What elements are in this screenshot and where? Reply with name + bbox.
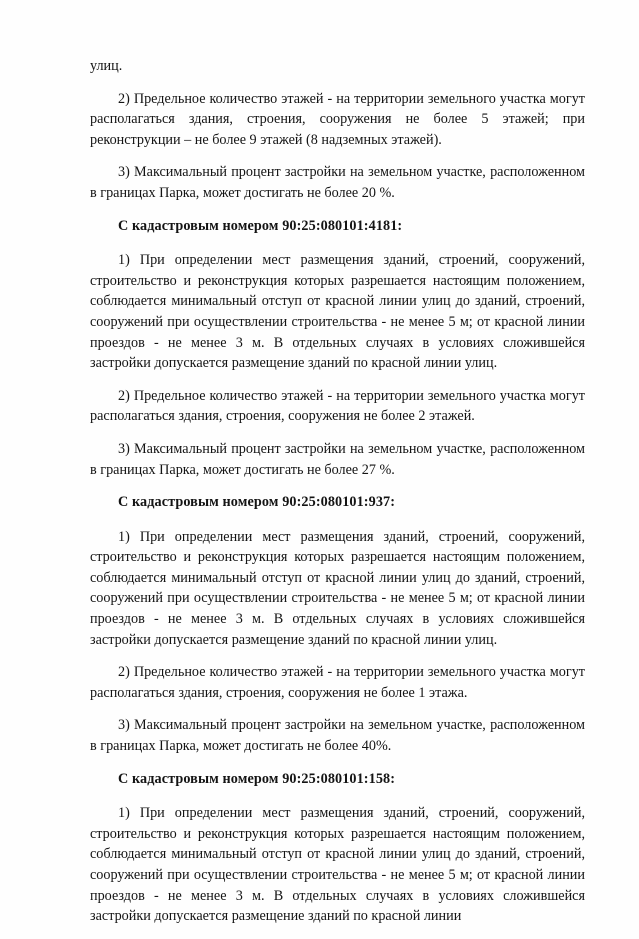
- paragraph-coverage: 3) Максимальный процент застройки на земельном участке, расположенном в границах Парка, может достигать не более 20 %.: [90, 164, 585, 201]
- section-4181: [90, 216, 585, 481]
- paragraph-floors: 2) Предельное количество этажей - на территории земельного участка могут располагаться здания, строения, сооружения не более 5 этажей; при реконструкции – не более 9 этажей (8 надземных этажей).: [90, 90, 585, 148]
- paragraph-coverage: 3) Максимальный процент застройки на земельном участке, расположенном в границах Парка, может достигать не более 40%.: [90, 717, 585, 755]
- paragraph-setback: 1) При определении мест размещения зданий, строений, сооружений, строительство и реконструкция которых разрешается настоящим положением, соблюдается минимальный отступ от красной линии улиц до зданий, строений, сооружений при осуществлении строительства - не менее 5 м; от красной линии проездов - не менее 3 м. В отдельных случаях в условиях сложившейся застройки допускается размещение зданий по красной линии улиц.: [90, 252, 585, 372]
- paragraph-continuation: улиц.: [90, 58, 123, 74]
- section-heading: С кадастровым номером 90:25:080101:4181:: [118, 217, 403, 234]
- section-937: [90, 492, 585, 757]
- paragraph-coverage: 3) Максимальный процент застройки на земельном участке, расположенном в границах Парка, может достигать не более 27 %.: [90, 440, 585, 478]
- section-heading: С кадастровым номером 90:25:080101:937:: [118, 494, 396, 511]
- section-heading: С кадастровым номером 90:25:080101:158:: [118, 770, 396, 787]
- paragraph-setback: 1) При определении мест размещения зданий, строений, сооружений, строительство и реконструкция которых разрешается настоящим положением, соблюдается минимальный отступ от красной линии улиц до зданий, строений, сооружений при осуществлении строительства - не менее 5 м; от красной линии проездов - не менее 3 м. В отдельных случаях в условиях сложившейся застройки допускается размещение зданий по красной линии улиц.: [90, 528, 585, 648]
- paragraph-floors: 2) Предельное количество этажей - на территории земельного участка могут располагаться здания, строения, сооружения не более 1 этажа.: [90, 664, 585, 701]
- paragraph-floors: 2) Предельное количество этажей - на территории земельного участка могут располагаться здания, строения, сооружения не более 2 этажей.: [90, 387, 585, 425]
- document-body: [90, 56, 585, 939]
- paragraph-setback: 1) При определении мест размещения зданий, строений, сооружений, строительство и реконструкция которых разрешается настоящим положением, соблюдается минимальный отступ от красной линии улиц до зданий, строений, сооружений при осуществлении строительства - не менее 5 м; от красной линии проездов - не менее 3 м. В отдельных случаях в условиях сложившейся застройки допускается размещение зданий по красной линии: [90, 805, 585, 925]
- section-158: [90, 769, 585, 927]
